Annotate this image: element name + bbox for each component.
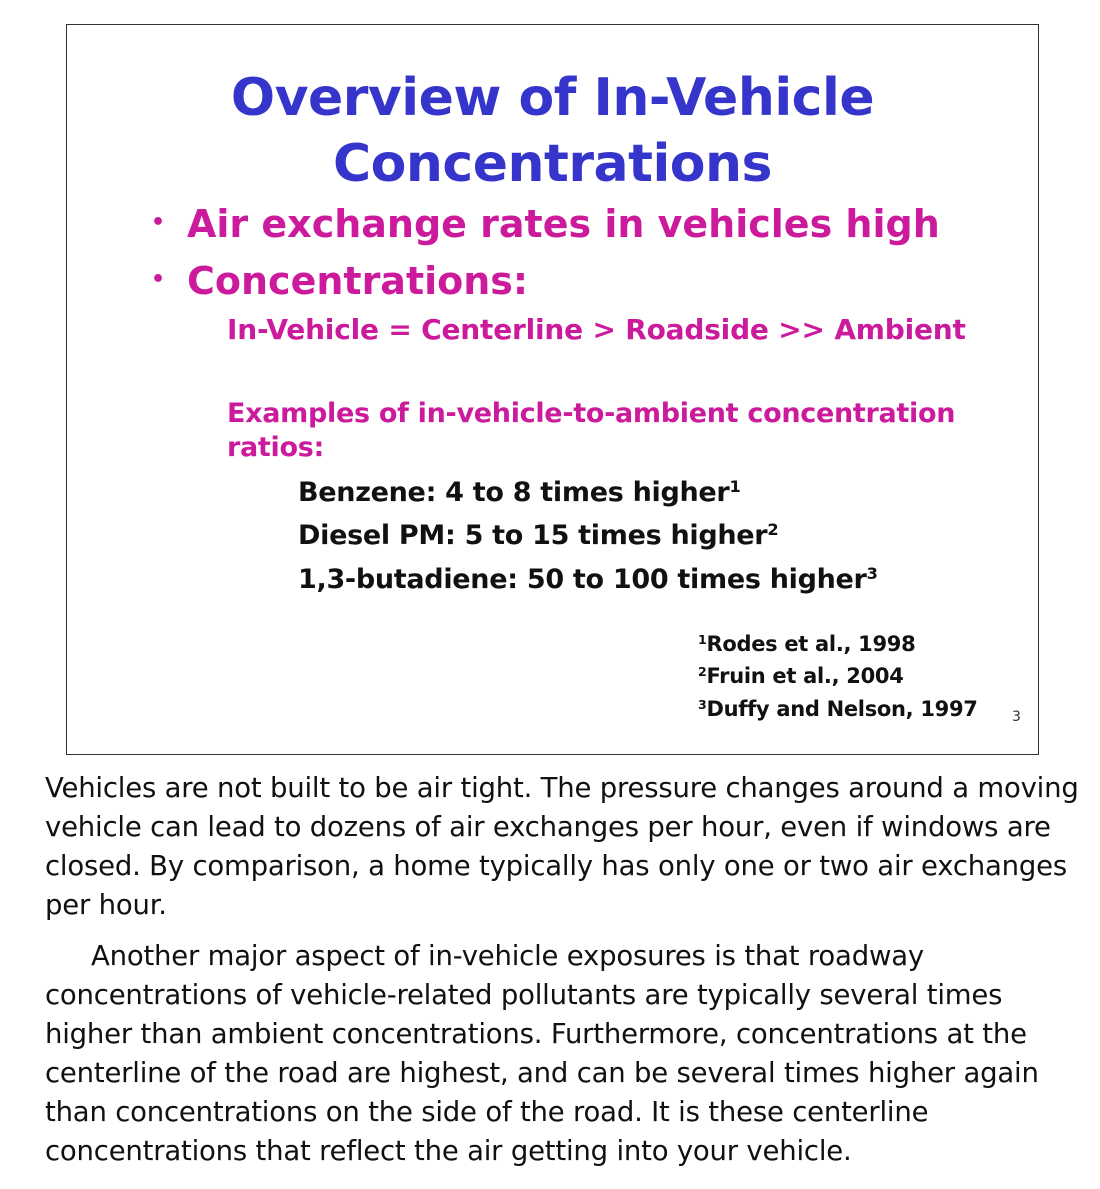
ratio-footnote-marker: 2 — [767, 520, 779, 540]
reference-number: 2 — [698, 664, 707, 680]
slide-page-number: 3 — [1012, 709, 1021, 725]
ratio-footnote-marker: 3 — [866, 564, 878, 584]
reference-text: Rodes et al., 1998 — [706, 632, 916, 656]
ratio-diesel-pm — [298, 520, 778, 551]
bullet-text: Air exchange rates in vehicles high — [187, 202, 940, 246]
bullet-dot-icon: • — [151, 267, 166, 292]
reference-text: Fruin et al., 2004 — [706, 664, 904, 688]
body-paragraph-1: Vehicles are not built to be air tight. The pressure changes around a moving vehicle can lead to dozens of air exchanges per hour, even if windows are closed. By comparison, a home typically has only one or two air exchanges per hour. — [45, 772, 1079, 921]
ratio-text: Diesel PM: 5 to 15 times higher — [298, 520, 768, 551]
bullet-item-air-exchange — [151, 201, 940, 246]
reference-1 — [698, 632, 915, 656]
reference-2 — [698, 664, 904, 688]
slide-title-line-2: Concentrations — [333, 134, 772, 194]
examples-label: Examples of in-vehicle-to-ambient concentration ratios: — [227, 398, 956, 463]
reference-text: Duffy and Nelson, 1997 — [706, 697, 978, 721]
ratio-text: 1,3-butadiene: 50 to 100 times higher — [298, 564, 867, 595]
bullet-text: Concentrations: — [187, 259, 529, 303]
bullet-dot-icon: • — [151, 210, 166, 235]
bullet-item-concentrations — [151, 258, 528, 303]
slide-frame — [66, 24, 1039, 755]
reference-number: 1 — [698, 632, 707, 648]
ratio-footnote-marker: 1 — [729, 477, 741, 497]
body-paragraph-2: Another major aspect of in-vehicle exposures is that roadway concentrations of vehicle-related pollutants are typically several times higher than ambient concentrations. Furthermore, concentrations at the centerline of the road are highest, and can be several times higher again than concentrations on the side of the road. It is these centerline concentrations that reflect the air getting into your vehicle. — [45, 940, 1039, 1167]
reference-number: 3 — [698, 697, 707, 713]
ratio-benzene — [298, 477, 740, 508]
ratio-text: Benzene: 4 to 8 times higher — [298, 477, 730, 508]
slide-title-line-1: Overview of In-Vehicle — [230, 68, 875, 128]
slide-title — [67, 65, 1038, 197]
concentration-relation: In-Vehicle = Centerline > Roadside >> Ambient — [227, 313, 966, 346]
reference-3 — [698, 697, 978, 721]
ratio-butadiene — [298, 564, 878, 595]
